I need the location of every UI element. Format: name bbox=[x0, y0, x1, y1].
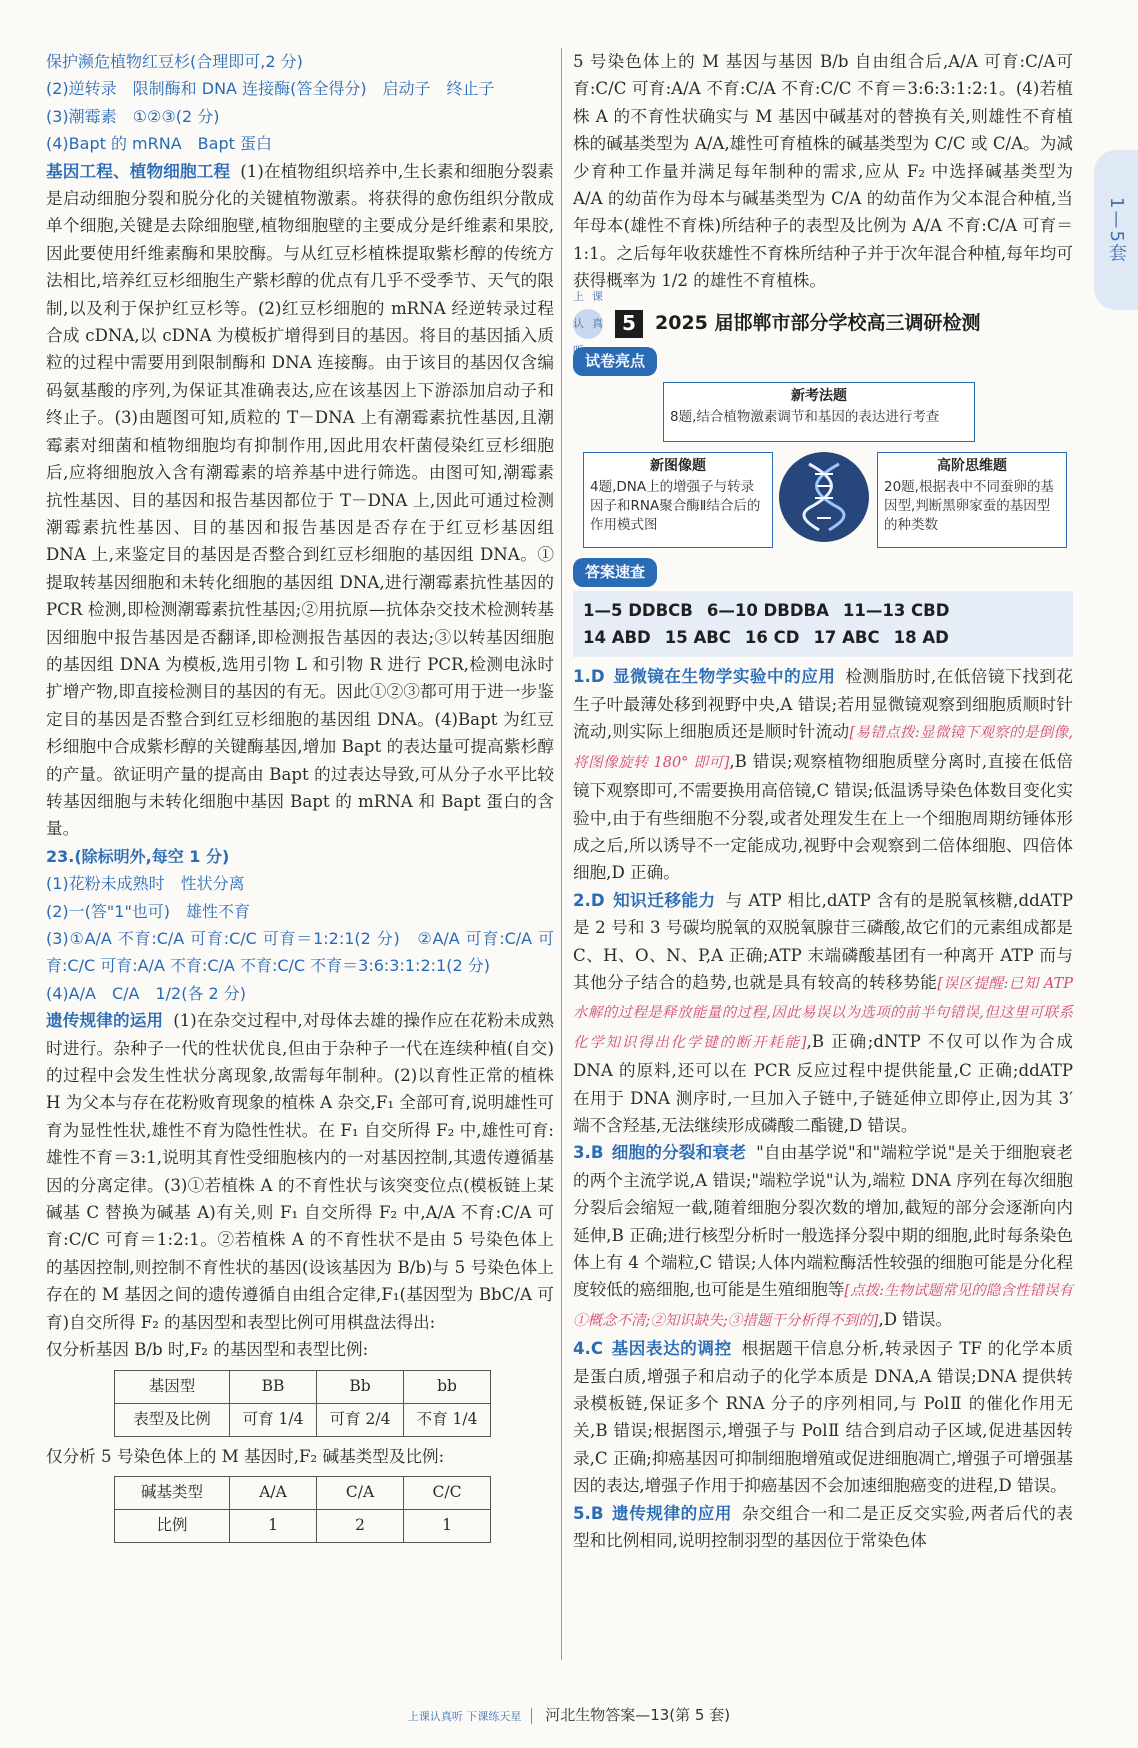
set-range-tab: 1—5套 bbox=[1094, 150, 1138, 310]
box-title: 高阶思维题 bbox=[937, 458, 1007, 475]
answer-group: 18 AD bbox=[893, 628, 949, 648]
left-column bbox=[46, 48, 554, 1549]
table-intro: 仅分析 5 号染色体上的 M 基因时,F₂ 碱基类型及比例: bbox=[46, 1446, 445, 1466]
category-tag: 知识迁移能力 bbox=[612, 890, 716, 910]
answer-line: (2)逆转录 限制酶和 DNA 连接酶(答全得分) 启动子 终止子 bbox=[46, 79, 495, 99]
explanation-paragraph bbox=[46, 158, 554, 843]
answer-group: 15 ABC bbox=[664, 628, 731, 648]
answer-line: (4)A/A C/A 1/2(各 2 分) bbox=[46, 983, 247, 1003]
table-cell: 碱基类型 bbox=[115, 1476, 230, 1509]
page-footer bbox=[0, 1704, 1138, 1725]
highlight-box-new-figure bbox=[583, 452, 773, 548]
category-tag: 显微镜在生物学实验中的应用 bbox=[612, 667, 836, 687]
table-intro: 仅分析基因 B/b 时,F₂ 的基因型和表型比例: bbox=[46, 1340, 369, 1360]
table-cell: C/A bbox=[317, 1476, 404, 1509]
question-number: 1.D bbox=[573, 667, 605, 687]
answer-line: (3)①A/A 不育:C/A 可育:C/C 可育＝1:2:1(2 分) ②A/A 可育:C/A 可育:C/C 可育:A/A 不育:C/A 不育:C/C 不育＝3:6:3:1:2:1(2 分) bbox=[46, 929, 554, 976]
table-cell: A/A bbox=[230, 1476, 317, 1509]
dna-helix-icon bbox=[779, 452, 869, 542]
box-title: 新考法题 bbox=[791, 388, 847, 405]
answer-line: (3)潮霉素 ①②③(2 分) bbox=[46, 106, 220, 126]
right-column bbox=[573, 48, 1073, 1554]
answer-line: (1)花粉未成熟时 性状分离 bbox=[46, 874, 245, 894]
section-header bbox=[573, 289, 1073, 339]
answer-line: (2)一(答"1"也可) 雄性不育 bbox=[46, 901, 251, 921]
question-explanation bbox=[573, 1500, 1073, 1555]
paragraph-text: ,B 错误;观察植物细胞质壁分离时,直接在低倍镜下观察即可,不需要换用高倍镜,C 错误;低温诱导染色体数目变化实验中,由于有些细胞不分裂,或者处理发生在上一个细胞周期纺锤体形成之后,所以诱导不一定能成功,视野中会观察到二倍体细胞、四倍体细胞,D 正确。 bbox=[573, 751, 1073, 883]
answer-group: 17 ABC bbox=[813, 628, 880, 648]
answer-group: 11—13 CBD bbox=[842, 601, 950, 621]
paragraph-text: 杂交组合一和二是正反交实验,两者后代的表型和比例相同,说明控制羽型的基因位于常染色体 bbox=[573, 1503, 1074, 1551]
paragraph-text: 检测脂肪时,在低倍镜下找到花生子叶最薄处移到视野中央,A 错误;若用显微镜观察到细胞质顺时针流动,则实际上细胞质还是顺时针流动 bbox=[573, 667, 1074, 742]
question-explanation bbox=[573, 1335, 1073, 1499]
note-annotation: [点拨:生物试题常见的隐含性错误有①概念不清;②知识缺失;③措题干分析得不到的] bbox=[573, 1283, 1073, 1329]
footer-text: 河北生物答案—13(第 5 套) bbox=[545, 1706, 731, 1724]
answer-group: 6—10 DBDBA bbox=[706, 601, 829, 621]
question-number: 5.B bbox=[573, 1503, 604, 1523]
answer-line: (4)Bapt 的 mRNA Bapt 蛋白 bbox=[46, 134, 272, 154]
section-number: 5 bbox=[615, 310, 643, 338]
table-cell: Bb bbox=[317, 1370, 404, 1403]
highlight-box-new-method bbox=[663, 382, 975, 442]
table-cell: 不育 1/4 bbox=[404, 1403, 491, 1436]
table-cell: 1 bbox=[230, 1509, 317, 1542]
highlight-label: 试卷亮点 bbox=[573, 347, 657, 376]
highlights-panel bbox=[573, 382, 1073, 552]
question-number: 4.C bbox=[573, 1339, 604, 1359]
paragraph-text: (1)在杂交过程中,对母体去雄的操作应在花粉未成熟时进行。杂种子一代的性状优良,但由于杂种子一代在连续种植(自交)的过程中会发生性状分离现象,故需每年制种。(2)以育性正常的植株 H 为父本与存在花粉败育现象的植株 A 杂交,F₁ 全部可育,说明雄性可育为显性性状,雄性不育为隐性性状。在 F₁ 自交所得 F₂ 中,雄性可育:雄性不育＝3:1,说明其育性受细胞核内的一对基因控制,其遗传遵循基因的分离定律。(3)①若植株 A 的不育性状与该突变位点(模板链上某碱基 C 替换为碱基 A)有关,则 F₁ 自交所得 F₂ 中,A/A 不育:C/A 可育:C/C 可育＝1:2:1。②若植株 A 的不育性状不是由 5 号染色体上的基因控制,则控制不育性状的基因(设该基因为 B/b)与 5 号染色体上存在的 M 基因之间的遗传遵循自由组合定律,F₁(基因型为 BbC/A 可育)自交所得 F₂ 的基因型和表型比例可用棋盘法得出: bbox=[46, 1011, 554, 1332]
table-cell: bb bbox=[404, 1370, 491, 1403]
question-explanation bbox=[573, 887, 1073, 1140]
table-cell: C/C bbox=[404, 1476, 491, 1509]
answer-key bbox=[573, 591, 1073, 657]
column-divider bbox=[561, 48, 562, 1660]
question-header: 23.(除标明外,每空 1 分) bbox=[46, 846, 230, 866]
box-title: 新图像题 bbox=[650, 458, 706, 475]
footer-logo: 上课认真听 下课练天星 bbox=[408, 1708, 533, 1724]
table-cell: BB bbox=[230, 1370, 317, 1403]
category-tag: 遗传规律的运用 bbox=[46, 1011, 164, 1031]
table-cell: 基因型 bbox=[115, 1370, 230, 1403]
paragraph-text: ,D 错误。 bbox=[878, 1309, 953, 1329]
note-annotation: [易错点拨:显微镜下观察的是倒像,将图像旋转 180° 即可] bbox=[573, 725, 1073, 771]
section-title: 2025 届邯郸市部分学校高三调研检测 bbox=[655, 311, 981, 334]
question-explanation bbox=[573, 1139, 1073, 1335]
paragraph-text: (1)在植物组织培养中,生长素和细胞分裂素是启动细胞分裂和脱分化的关键植物激素。将获得的愈伤组织分散成单个细胞,关键是去除细胞壁,植物细胞壁的主要成分是纤维素和果胶,因此要使用纤维素酶和果胶酶。与从红豆杉植株提取紫杉醇的传统方法相比,培养红豆杉细胞生产紫杉醇的优点有几乎不受季节、天气的限制,以及利于保护红豆杉等。(2)红豆杉细胞的 mRNA 经逆转录过程合成 cDNA,以 cDNA 为模板扩增得到目的基因。将目的基因插入质粒的过程中需要用到限制酶和 DNA 连接酶。由于该目的基因仅含编码氨基酸的序列,为保证其准确表达,应在该基因上下游添加启动子和终止子。(3)由题图可知,质粒的 T－DNA 上有潮霉素抗性基因,且潮霉素对细菌和植物细胞均有抑制作用,因此用农杆菌侵染红豆杉细胞后,应将细胞放入含有潮霉素的培养基中进行筛选。由图可知,潮霉素抗性基因、目的基因和报告基因都位于 T－DNA 上,因此可通过检测潮霉素抗性基因、目的基因和报告基因是否存在于红豆杉基因组 DNA 上,来鉴定目的基因是否整合到红豆杉细胞的基因组 DNA。①提取转基因细胞和未转化细胞的基因组 DNA,进行潮霉素抗性基因的 PCR 检测,即检测潮霉素抗性基因;②用抗原—抗体杂交技术检测转基因细胞中报告基因是否翻译,即检测报告基因的表达;③以转基因细胞的基因组 DNA 为模板,选用引物 L 和引物 R 进行 PCR,检测电泳时扩增产物,即直接检测目的基因的有无。因此①②③都可用于进一步鉴定目的基因是否整合到红豆杉细胞的基因组 DNA。(4)Bapt 为红豆杉细胞中合成紫杉醇的关键酶基因,增加 Bapt 的表达量可提高紫杉醇的产量。欲证明产量的提高由 Bapt 的过表达导致,可从分子水平比较转基因细胞与未转化细胞中基因 Bapt 的 mRNA 和 Bapt 蛋白的含量。 bbox=[46, 161, 555, 839]
paragraph-text: "自由基学说"和"端粒学说"是关于细胞衰老的两个主流学说,A 错误;"端粒学说"认为,端粒 DNA 序列在每次细胞分裂后会缩短一截,随着细胞分裂次数的增加,截短的部分会逐渐向内延伸,B 正确;进行核型分析时一般选择分裂中期的细胞,此时每条染色体上有 4 个端粒,C 错误;人体内端粒酶活性较强的细胞可能是分化程度较低的癌细胞,也可能是生殖细胞等 bbox=[573, 1143, 1074, 1300]
table-cell: 表型及比例 bbox=[115, 1403, 230, 1436]
paragraph-text: 与 ATP 相比,dATP 含有的是脱氧核糖,ddATP 是 2 号和 3 号碳均脱氧的双脱氧腺苷三磷酸,故它们的元素组成都是 C、H、O、N、P,A 正确;ATP 末端磷酸基团有一种离开 ATP 而与其他分子结合的趋势,也就是具有较高的转移势能 bbox=[573, 890, 1073, 992]
table-cell: 可育 1/4 bbox=[230, 1403, 317, 1436]
category-tag: 细胞的分裂和衰老 bbox=[611, 1143, 747, 1163]
table-cell: 可育 2/4 bbox=[317, 1403, 404, 1436]
table-cell: 1 bbox=[404, 1509, 491, 1542]
category-tag: 基因工程、植物细胞工程 bbox=[46, 161, 231, 181]
brand-logo-icon: 上课认真 bbox=[573, 309, 603, 339]
category-tag: 基因表达的调控 bbox=[611, 1339, 732, 1359]
table-cell: 2 bbox=[317, 1509, 404, 1542]
explanation-paragraph bbox=[46, 1007, 554, 1336]
paragraph-text: ,B 正确;dNTP 不仅可以作为合成 DNA 的原料,还可以在 PCR 反应过程中提供能量,C 正确;ddATP 在用于 DNA 测序时,一旦加入子链中,子链延伸立即停止,因为其 3′端不含羟基,无法继续形成磷酸二酯键,D 错误。 bbox=[573, 1031, 1074, 1135]
genotype-table bbox=[114, 1370, 491, 1437]
question-number: 3.B bbox=[573, 1143, 604, 1163]
paragraph-text: 根据题干信息分析,转录因子 TF 的化学本质是蛋白质,增强子和启动子的化学本质是 DNA,A 错误;DNA 提供转录模板链,保证多个 RNA 分子的序列相同,与 PolⅡ 的催化作用无关,B 错误;根据图示,增强子与 PolⅡ 结合到启动子区域,促进基因转录,C 正确;抑癌基因可抑制细胞增殖或促进细胞凋亡,增强子可增强基因的表达,增强子作用于抑癌基因不会加速细胞癌变的进程,D 错误。 bbox=[573, 1339, 1074, 1496]
box-body: 20题,根据表中不同蚕卵的基因型,判断黑卵家蚕的基因型的种类数 bbox=[884, 479, 1054, 534]
explanation-paragraph: 5 号染色体上的 M 基因与基因 B/b 自由组合后,A/A 可育:C/A可育:C/C 可育:A/A 不育:C/A 不育:C/C 不育＝3:6:3:1:2:1。(4)若植株 A 的不育性状确实与 M 基因中碱基对的替换有关,则雄性不育植株的碱基类型为 A/A,雄性可育植株的碱基类型为 C/C 或 C/A。为减少育种工作量并满足每年制种的需求,应从 F₂ 中选择碱基类型为 A/A 的幼苗作为母本与碱基类型为 C/A 的幼苗作为父本混合种植,当年母本(雄性不育株)所结种子的表型及比例为 A/A 不育:C/A 可育＝1:1。之后每年收获雄性不育株所结种子并于次年混合种植,每年均可获得概率为 1/2 的雄性不育植株。 bbox=[573, 52, 1073, 291]
table-cell: 比例 bbox=[115, 1509, 230, 1542]
note-annotation: [误区提醒:已知 ATP 水解的过程是释放能量的过程,因此易误以为选项的前半句错误,但这里可联系化学知识得出化学键的断开耗能] bbox=[573, 975, 1073, 1051]
answer-group: 14 ABD bbox=[583, 628, 651, 648]
highlight-box-higher-order bbox=[877, 452, 1067, 548]
box-body: 4题,DNA上的增强子与转录因子和RNA聚合酶Ⅱ结合后的作用模式图 bbox=[590, 479, 761, 534]
answer-group: 1—5 DDBCB bbox=[583, 601, 693, 621]
answer-group: 16 CD bbox=[744, 628, 800, 648]
base-type-table bbox=[114, 1476, 491, 1543]
answer-key-label: 答案速查 bbox=[573, 558, 657, 587]
category-tag: 遗传规律的应用 bbox=[611, 1503, 733, 1523]
box-body: 8题,结合植物激素调节和基因的表达进行考查 bbox=[670, 409, 940, 426]
answer-line: 保护濒危植物红豆杉(合理即可,2 分) bbox=[46, 52, 303, 71]
question-explanation bbox=[573, 663, 1073, 886]
question-number: 2.D bbox=[573, 890, 605, 910]
